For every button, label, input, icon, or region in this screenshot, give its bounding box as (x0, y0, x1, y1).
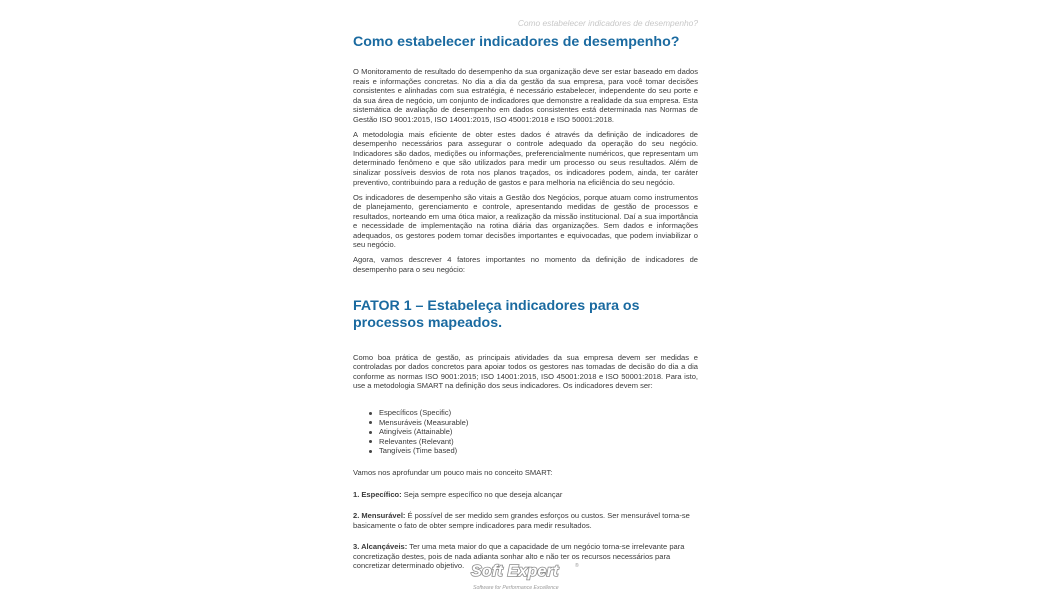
list-item: Específicos (Specific) (379, 408, 698, 418)
smart-item-measurable (353, 511, 698, 530)
paragraph-monitoring: O Monitoramento de resultado do desempenho da sua organização deve ser estar baseado em dados reais e informações concretas. No dia a dia da gestão da sua empresa, para você tomar decisões consistentes e alinhadas com sua estratégia, é necessário estabelecer, independente do seu porte e da sua área de negócio, um conjunto de indicadores que demonstre a realidade da sua empresa. Esta sistemática de avaliação de desempenho em dados consistentes está determinada nas Normas de Gestão ISO 9001:2015, ISO 14001:2015, ISO 45001:2018 e ISO 50001:2018. (353, 67, 698, 124)
paragraph-good-practice: Como boa prática de gestão, as principais atividades da sua empresa devem ser medidas e controladas por dados concretos para apoiar todos os gestores nas tomadas de decisão do dia a dia conforme as normas ISO 9001:2015; ISO 14001:2015, ISO 45001:2018 e ISO 50001:2018. Para isto, use a metodologia SMART na definição dos seus indicadores. Os indicadores devem ser: (353, 352, 698, 391)
smart-item-label: 1. Específico: (353, 489, 402, 499)
smart-item-label: 2. Mensurável: (353, 511, 406, 521)
logo-wordmark: Soft Expert (471, 563, 559, 580)
list-item: Tangíveis (Time based) (379, 446, 698, 456)
paragraph-deepen: Vamos nos aprofundar um pouco mais no conceito SMART: (353, 468, 553, 478)
paragraph-importance: Os indicadores de desempenho são vitais a Gestão dos Negócios, porque atuam como instrumentos de planejamento, gerenciamento e controle, apresentando medidas de gestão de processos e resultados, norteando em uma ótica maior, a realização da missão institucional. Daí a sua importância e necessidade de implementação na rotina diária das organizações. Sem dados e informações adequados, os gestores podem tomar decisões importantes e equivocadas, que podem inviabilizar o seu negócio. (353, 192, 698, 250)
smart-item-text: Ter uma meta maior do que a capacidade de um negócio torna-se irrelevante para concretização destes, pois de nada adianta sonhar alto e não ter os recursos necessários para concretizar determinado objetivo. (353, 542, 685, 571)
paragraph-methodology: A metodologia mais eficiente de obter estes dados é através da definição de indicadores de desempenho necessários para assegurar o controle adequado da operação do seu negócio. Indicadores são dados, medições ou informações, preferencialmente numéricos, que representam um determinado fenômeno e que são utilizados para medir um processo ou seus resultados. Além de sinalizar possíveis desvios de rota nos planos traçados, os indicadores podem, ainda, ter caráter preventivo, contribuindo para a redução de gastos e para melhoria na eficiência do seu negócio. (353, 129, 698, 187)
document-page (353, 18, 698, 596)
list-item: Relevantes (Relevant) (379, 437, 698, 447)
running-header: Como estabelecer indicadores de desempenho? (517, 18, 698, 28)
section-title: Como estabelecer indicadores de desempenho? (353, 34, 680, 50)
list-item: Mensuráveis (Measurable) (379, 418, 698, 428)
logo-registered-mark: ® (575, 563, 579, 569)
list-item: Atingíveis (Attainable) (379, 427, 698, 437)
smart-list (353, 408, 698, 456)
paragraph-four-factors: Agora, vamos descrever 4 fatores importantes no momento da definição de indicadores de desempenho para o seu negócio: (353, 255, 698, 274)
smart-item-text: É possível de ser medido sem grandes esforços ou custos. Ser mensurável torna-se basicamente o fato de obter sempre indicadores para medir resultados. (353, 511, 690, 530)
softexpert-logo (471, 563, 581, 595)
smart-item-text: Seja sempre específico no que deseja alcançar (401, 489, 563, 499)
factor-1-title: FATOR 1 – Estabeleça indicadores para os processos mapeados. (353, 297, 640, 332)
smart-item-label: 3. Alcançáveis: (353, 542, 408, 552)
smart-item-specific (353, 490, 698, 500)
logo-tagline: Software for Performance Excellence (473, 585, 559, 591)
